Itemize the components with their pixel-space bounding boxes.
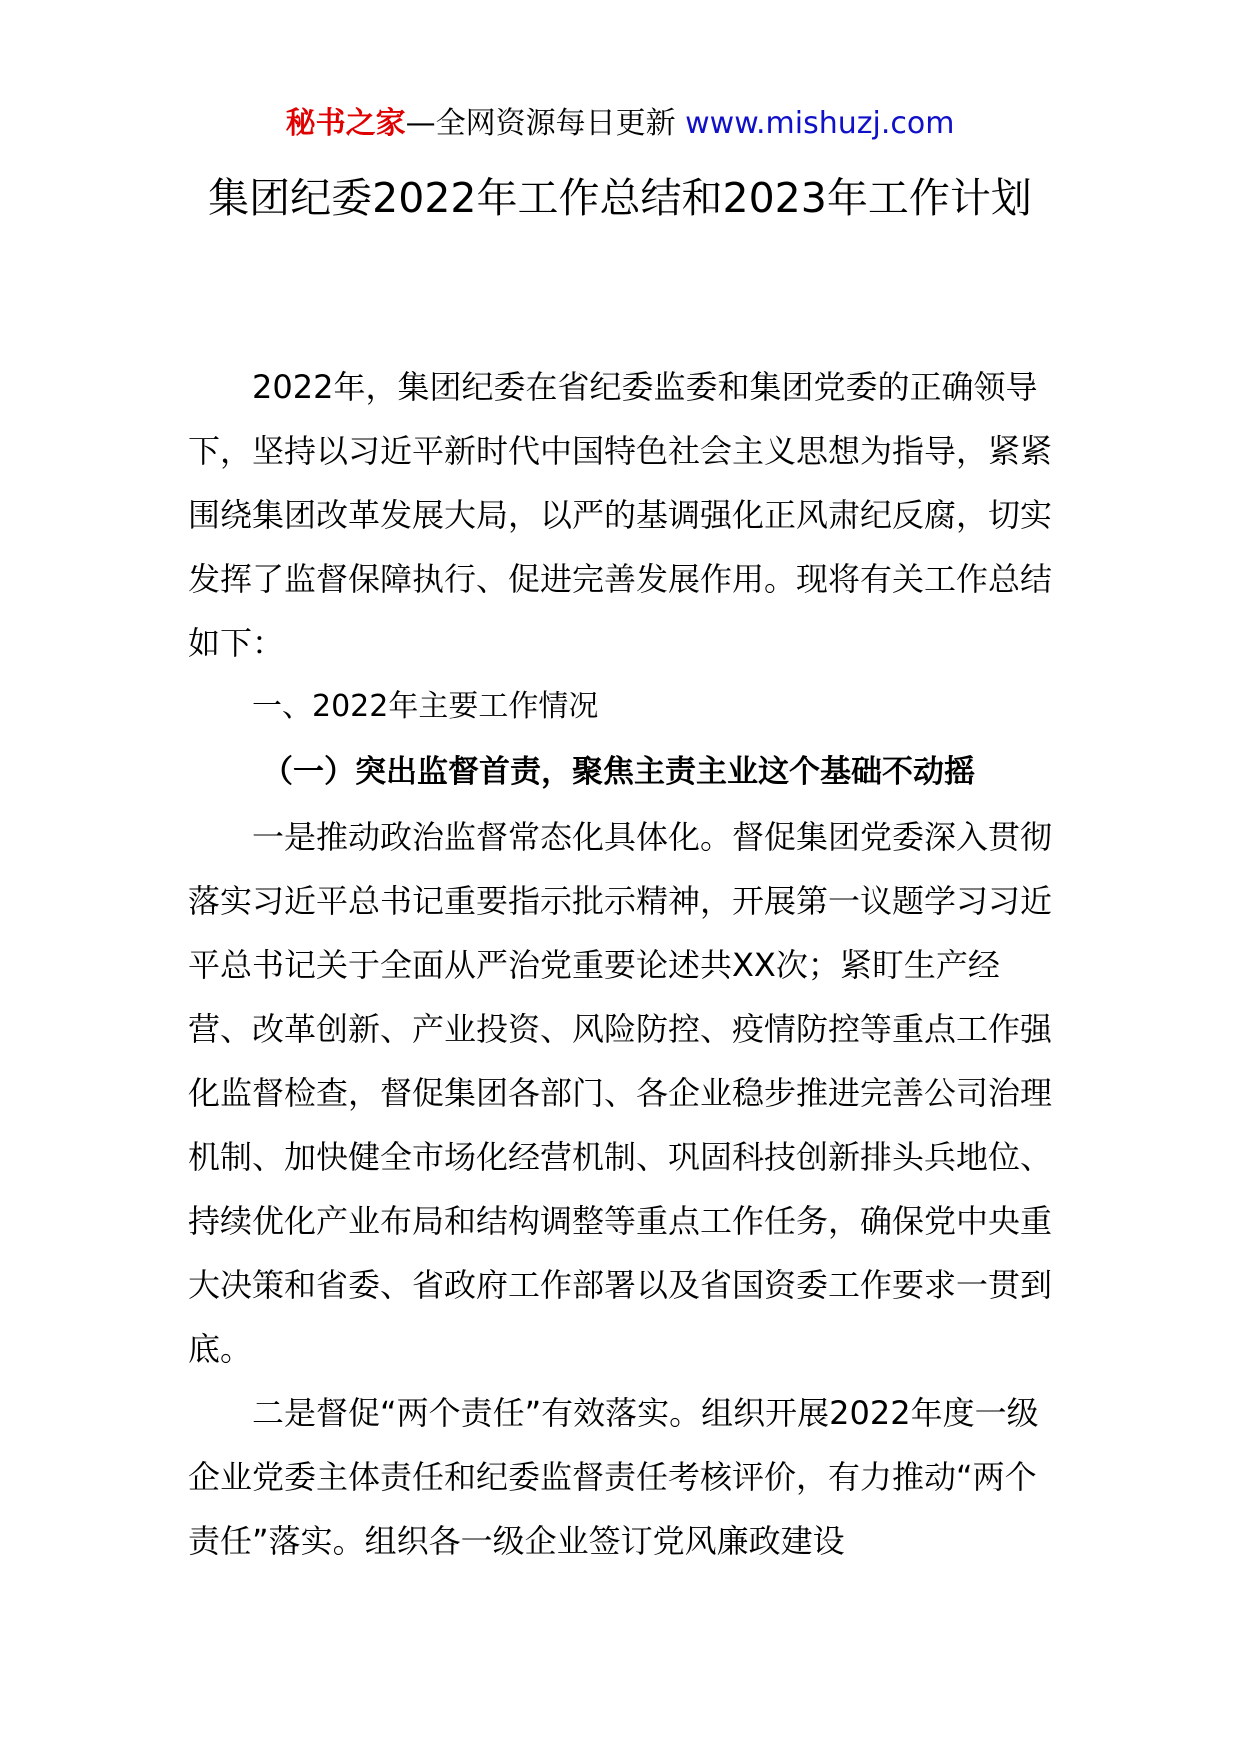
brand-name: 秘书之家 (285, 106, 406, 141)
intro-paragraph: 2022年，集团纪委在省纪委监委和集团党委的正确领导下，坚持以习近平新时代中国特色社会主义思想为指导，紧紧围绕集团改革发展大局，以严的基调强化正风肃纪反腐，切实发挥了监督保障执行、促进完善发展作用。现将有关工作总结如下： (188, 368, 1053, 662)
body-paragraph: 一是推动政治监督常态化具体化。督促集团党委深入贯彻落实习近平总书记重要指示批示精神，开展第一议题学习习近平总书记关于全面从严治党重要论述共XX次；紧盯生产经营、改革创新、产业投资、风险防控、疫情防控等重点工作强化监督检查，督促集团各部门、各企业稳步推进完善公司治理机制、加快健全市场化经营机制、巩固科技创新排头兵地位、持续优化产业布局和结构调整等重点工作任务，确保党中央重大决策和省委、省政府工作部署以及省国资委工作要求一贯到底。 (188, 818, 1053, 1368)
section-heading: 一、2022年主要工作情况 (252, 689, 599, 724)
document-title: 集团纪委2022年工作总结和2023年工作计划 (208, 174, 1032, 222)
brand-tagline: —全网资源每日更新 (405, 106, 676, 141)
document-body (188, 355, 1058, 1573)
body-paragraph: 二是督促“两个责任”有效落实。组织开展2022年度一级企业党委主体责任和纪委监督责任考核评价，有力推动“两个责任”落实。组织各一级企业签订党风廉政建设 (188, 1394, 1039, 1560)
watermark-header (0, 104, 1240, 144)
site-url-link[interactable]: www.mishuzj.com (685, 106, 955, 141)
subsection-heading: （一）突出监督首责，聚焦主责主业这个基础不动摇 (262, 754, 975, 790)
